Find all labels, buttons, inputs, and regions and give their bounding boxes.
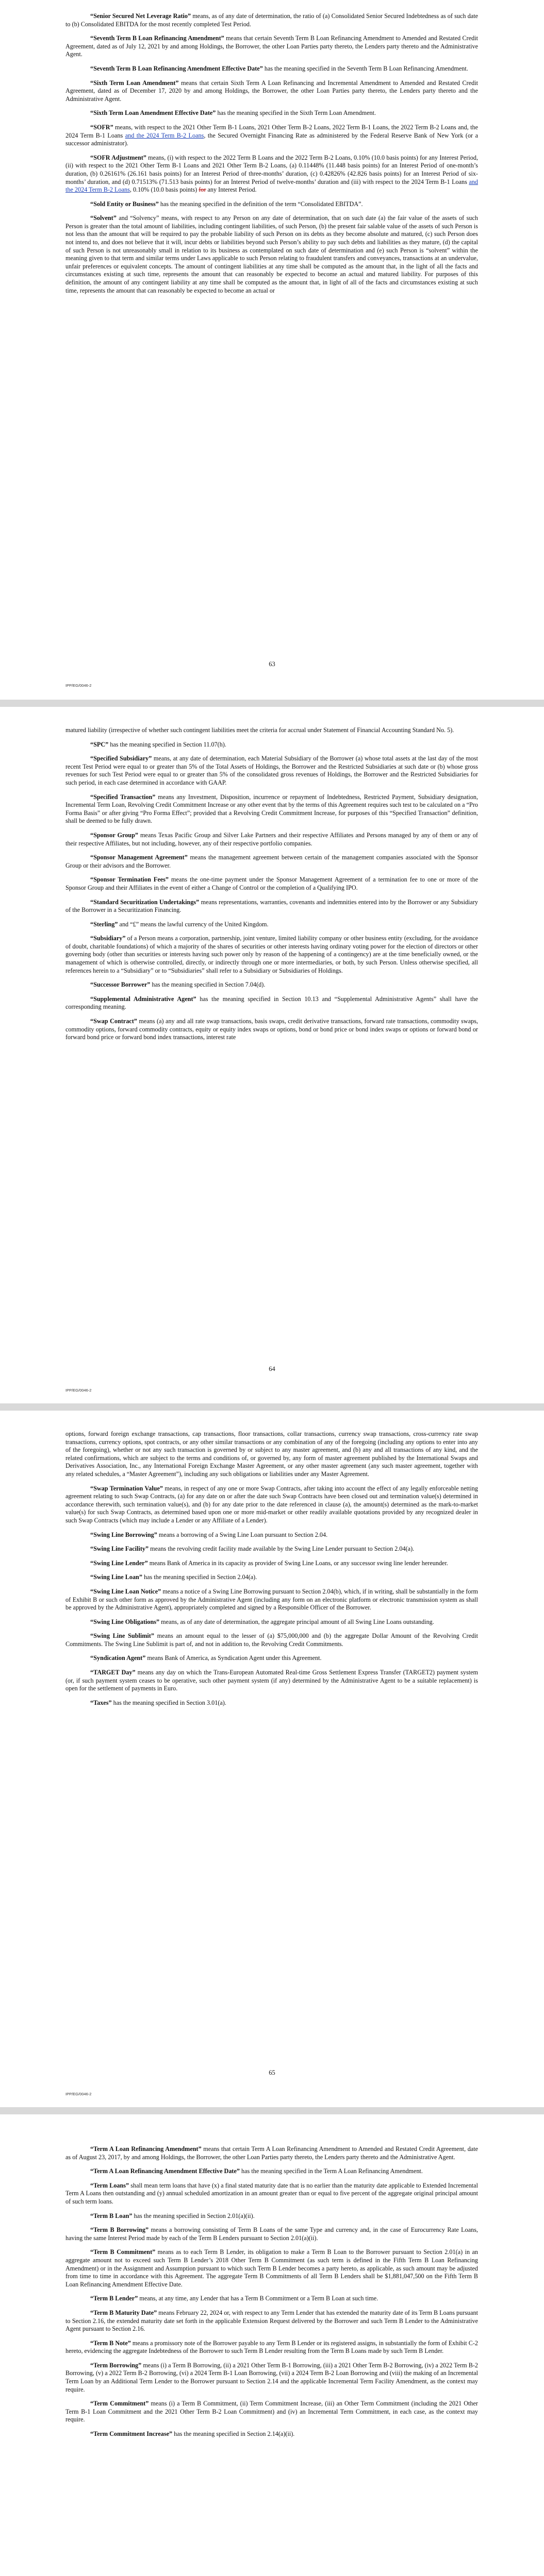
definition-paragraph (65, 793, 478, 825)
page-number: 63 (269, 660, 275, 668)
document-page-66 (0, 2114, 544, 2576)
definition-paragraph (65, 899, 478, 914)
defined-term: “Term B Note” (90, 2339, 131, 2347)
page-number: 65 (269, 2069, 275, 2076)
defined-term: “Sponsor Management Agreement” (90, 854, 188, 861)
inserted-text: and the 2024 Term B-2 Loans (125, 131, 204, 139)
defined-term: “Term B Maturity Date” (90, 2309, 157, 2316)
definition-text: means February 22, 2024 or, with respect to any Term Lender that has extended the maturity date of its Term B Loans pursuant to Section 2.16, the extended maturity date set forth in the applicable Extension Request delivered by the Borrower and such Term B Lender to the Administrative Agent pursuant to Section 2.16. (65, 2309, 479, 2333)
defined-term: “SOFR” (90, 123, 113, 131)
definition-text: , the Secured Overnight Financing Rate as administered by the Federal Reserve Bank of New York (or a successor administrator). (65, 131, 479, 147)
definition-paragraph (65, 741, 478, 749)
defined-term: “Sixth Term Loan Amendment” (90, 79, 179, 87)
definition-text: means, with respect to the 2021 Other Term B-1 Loans, 2021 Other Term B-2 Loans, 2022 Term B-1 Loans, the 2022 Term B-2 Loans and, the 2024 Term B-1 Loans (65, 123, 478, 139)
definition-paragraph (65, 1632, 478, 1648)
defined-term: “Term Borrowing” (90, 2361, 142, 2369)
definition-text: has the meaning specified in the Seventh Term B Loan Refinancing Amendment. (262, 64, 468, 72)
document-page-65 (0, 1411, 544, 2107)
definition-paragraph (65, 921, 478, 929)
page-separator (0, 2107, 544, 2114)
definition-paragraph (65, 2430, 478, 2438)
definition-text: means, in respect of any one or more Swap Contracts, after taking into account the effect of any legally enforceable netting agreement relating to such Swap Contracts, (a) for any date on or after the date such Swap Contracts have been closed out and termination value(s) determined in accordance therewith, such termination value(s), and (b) for any date prior to the date referenced in clause (a), the amount(s) determined as the mark-to-market value(s) for such Swap Contracts, as determined based upon one or more mid-market or other readily available quotations provided by any recognized dealer in such Swap Contracts (which may include a Lender or any Affiliate of a Lender). (65, 1484, 478, 1524)
definition-text: means representations, warranties, covenants and indemnities entered into by the Borrower or any Subsidiary of the Borrower in a Securitization Financing. (65, 898, 478, 914)
page-separator (0, 700, 544, 707)
definition-text: has the meaning specified in the Sixth Term Loan Amendment. (216, 109, 376, 117)
definition-paragraph (65, 200, 478, 209)
definition-paragraph (65, 1699, 478, 1707)
definition-text: means, at any date of determination, each Material Subsidiary of the Borrower (a) whose total assets at the last day of the most recent Test Period were equal to or greater than 5% of the Total Assets of Holdings, the Borrower and the Restricted Subsidiaries at such date or (b) whose gross revenues for such Test Period were equal to or greater than 5% of the consolidated gross revenues of Holdings, the Borrower and the Restricted Subsidiaries for such period, in each case determined in accordance with GAAP. (65, 755, 478, 786)
definition-text: means an amount equal to the lesser of (a) $75,000,000 and (b) the aggregate Dollar Amount of the Revolving Credit Commitments. The Swing Line Sublimit is part of, and not in addition to, the Revolving Credit Commitments. (65, 1632, 478, 1648)
defined-term: “Swing Line Borrowing” (90, 1531, 157, 1538)
defined-term: “Term B Lender” (90, 2295, 138, 2302)
definition-paragraph (65, 2295, 478, 2303)
definition-paragraph (65, 154, 478, 194)
page-65-body (65, 1430, 478, 1713)
deleted-text: for (199, 186, 206, 194)
defined-term: “Swing Line Facility” (90, 1545, 149, 1553)
definition-text: means, (i) with respect to the 2022 Term B Loans and the 2022 Term B-2 Loans, 0.10% (10.0 basis points) for any Interest Period, (ii) with respect to the 2021 Other Term B-1 Loans and 2021 Other Term B-2 Loans, (a) 0.11448% (11.448 basis points) for an Interest Period of one-month’s duration, (b) 0.26161% (26.161 basis points) for an Interest Period of three-months’ duration, (c) 0.42826% (42.826 basis points) for an Interest Period of six-months’ duration, and (d) 0.71513% (71.513 basis points) for an Interest Period of twelve-months’ duration and (iii) with respect to the 2024 Term B-1 Loans (65, 154, 478, 185)
defined-term: “Subsidiary” (90, 935, 126, 942)
definition-text: and “Solvency” means, with respect to any Person on any date of determination, that on such date (a) the fair value of the assets of such Person is greater than the total amount of liabilities, including contingent liabilities, of such Person, (b) the present fair salable value of the assets of such Person is not less than the amount that will be required to pay the probable liability of such Person on its debts as they become absolute and matured, (c) such Person does not intend to, and does not believe that it will, incur debts or liabilities beyond such Person’s ability to pay such debts and liabilities as they mature, (d) the capital of such Person is not unreasonably small in relation to its business as contemplated on such date of determination and (e) such Person is “solvent” within the meaning given to that term and similar terms under Laws applicable to such Person relating to fraudulent transfers and conveyances, transactions at an undervalue, unfair preferences or equivalent concepts. The amount of contingent liabilities at any time shall be computed as the amount that, in the light of all the facts and circumstances existing at such time, represents the amount that can reasonably be expected to become an actual and matured liability. For purposes of this definition, the amount of any contingent liability at any time shall be computed as the amount that, in light of all of the facts and circumstances existing at such time, represents the amount that can reasonably be expected to become an actual or (65, 214, 478, 294)
defined-term: “Sponsor Group” (90, 831, 138, 839)
definition-text: means that certain Term A Loan Refinancing Amendment to Amended and Restated Credit Agreement, date as of August 23, 2017, by and among Holdings, the Borrower, the other Loan Parties party thereto, the Lenders party thereto and the Administrative Agent. (65, 2145, 479, 2161)
defined-term: “Specified Transaction” (90, 793, 156, 801)
definition-paragraph (65, 755, 478, 787)
definition-text: any Interest Period. (206, 186, 257, 194)
definition-paragraph (65, 65, 478, 73)
definition-paragraph (65, 12, 478, 28)
defined-term: “Sixth Term Loan Amendment Effective Date” (90, 109, 216, 117)
definition-text: means a borrowing consisting of Term B Loans of the same Type and currency and, in the case of Eurocurrency Rate Loans, having the same Interest Period made by each of the Term B Lenders pursuant to Section 2.01(a)(ii). (65, 2226, 478, 2242)
continued-paragraph: options, forward foreign exchange transactions, cap transactions, floor transactions, collar transactions, currency swap transactions, cross-currency rate swap transactions, currency options, spot contracts, or any other similar transactions or any combination of any of the foregoing (including any options to enter into any of the foregoing), whether or not any such transaction is governed by or subject to any master agreement, and (b) any and all transactions of any kind, and the related confirmations, which are subject to the terms and conditions of, or governed by, any form of master agreement published by the International Swaps and Derivatives Association, Inc., any International Foreign Exchange Master Agreement, or any other master agreement (any such master agreement, together with any related schedules, a “Master Agreement”), including any such obligations or liabilities under any Master Agreement. (65, 1430, 478, 1478)
document-page-63 (0, 0, 544, 700)
definition-text: means, as of any date of determination, the ratio of (a) Consolidated Senior Secured Indebtedness as of such date to (b) Consolidated EBITDA for the most recently completed Test Period. (65, 12, 478, 28)
definition-paragraph (65, 2248, 478, 2289)
definition-paragraph (65, 854, 478, 870)
defined-term: “Term A Loan Refinancing Amendment Effective Date” (90, 2167, 240, 2175)
definition-paragraph (65, 1560, 478, 1568)
defined-term: “Term B Loan” (90, 2212, 133, 2219)
page-number: 64 (269, 1365, 275, 1372)
definition-paragraph (65, 981, 478, 989)
definition-paragraph (65, 2309, 478, 2333)
definition-paragraph (65, 1485, 478, 1525)
page-separator (0, 1403, 544, 1411)
document-id: IPP/EG/0046-2 (65, 683, 92, 688)
definition-text: means (a) any and all rate swap transactions, basis swaps, credit derivative transactions, forward rate transactions, commodity swaps, commodity options, forward commodity contracts, equity or equity index swaps or options, bond or bond price or bond index swaps or options or forward bond or forward bond price or forward bond index transactions, interest rate (65, 1018, 479, 1041)
defined-term: “Swing Line Loan” (90, 1573, 142, 1581)
definition-text: means Bank of America, as Syndication Agent under this Agreement. (145, 1654, 322, 1662)
defined-term: “Term B Commitment” (90, 2248, 156, 2256)
page-63-body (65, 12, 478, 301)
document-id: IPP/EG/0046-2 (65, 1388, 92, 1393)
definition-paragraph (65, 935, 478, 975)
definition-paragraph (65, 1669, 478, 1693)
definition-paragraph (65, 2362, 478, 2394)
definition-text: means, at any time, any Lender that has a Term B Commitment or a Term B Loan at such time. (138, 2295, 378, 2302)
definition-text: and “£” means the lawful currency of the United Kingdom. (118, 920, 269, 928)
definition-text: means Bank of America in its capacity as provider of Swing Line Loans, or any successor swing line lender hereunder. (147, 1559, 448, 1567)
definition-paragraph (65, 2212, 478, 2221)
defined-term: “Sterling” (90, 920, 118, 928)
definition-paragraph (65, 1545, 478, 1553)
defined-term: “Swap Contract” (90, 1018, 137, 1025)
defined-term: “Solvent” (90, 214, 117, 222)
definition-text: means, as of any date of determination, the aggregate principal amount of all Swing Line Loans outstanding. (159, 1618, 434, 1625)
definition-paragraph (65, 1654, 478, 1663)
definition-text: means that certain Sixth Term A Loan Refinancing and Incremental Amendment to Amended and Restated Credit Agreement, dated as of December 17, 2020 by and among Holdings, the Borrower, the other Loan Parties party thereto, the Lenders party thereto and the Administrative Agent. (65, 79, 478, 103)
definition-paragraph (65, 1588, 478, 1612)
defined-term: “Term A Loan Refinancing Amendment” (90, 2145, 202, 2153)
definition-text: means the management agreement between certain of the management companies associated with the Sponsor Group or their advisors and the Borrower. (65, 854, 478, 869)
inserted-text: and the 2024 Term B-2 Loans (65, 178, 478, 194)
defined-term: “Term Loans” (90, 2181, 129, 2189)
definition-text: , 0.10% (10.0 basis points) (129, 186, 199, 194)
definition-paragraph (65, 1018, 478, 1042)
defined-term: “Swing Line Loan Notice” (90, 1587, 161, 1595)
defined-term: “Sponsor Termination Fees” (90, 876, 169, 884)
definition-paragraph (65, 832, 478, 848)
defined-term: “Successor Borrower” (90, 981, 151, 989)
definition-text: has the meaning specified in Section 2.14(a)(ii). (172, 2430, 295, 2438)
defined-term: “Specified Subsidiary” (90, 755, 152, 762)
defined-term: “Swap Termination Value” (90, 1484, 163, 1492)
definition-text: means (i) a Term B Borrowing, (ii) a 2021 Other Term B-1 Borrowing, (iii) a 2021 Other Term B-2 Borrowing, (iv) a 2022 Term B-2 Borrowing, (v) a 2022 Term B-2 Borrowing, (vi) a 2024 Term B-1 Loan Borrowing, (vii) a 2024 Term B-2 Loan Borrowing and (viii) the making of an Incremental Term Loan by an Additional Term Lender to the Borrower pursuant to Section 2.14 and the applicable Incremental Term Facility Amendment, as the context may require. (65, 2361, 478, 2393)
definition-text: has the meaning specified in Section 2.01(a)(ii). (132, 2212, 255, 2219)
definition-text: means a notice of a Swing Line Borrowing pursuant to Section 2.04(b), which, if in writing, shall be substantially in the form of Exhibit B or such other form as approved by the Administrative Agent (including any form on an electronic platform or electronic transmission system as shall be approved by the Administrative Agent), appropriately completed and signed by a Responsible Officer of the Borrower. (65, 1587, 478, 1612)
definition-paragraph (65, 124, 478, 148)
page-66-body (65, 2145, 478, 2445)
definition-text: means a promissory note of the Borrower payable to any Term B Lender or its registered assigns, in substantially the form of Exhibit C-2 hereto, evidencing the aggregate Indebtedness of the Borrower to such Term B Lender resulting from the Term B Loans made by such Term B Lender. (65, 2339, 478, 2355)
definition-paragraph (65, 2167, 478, 2176)
defined-term: “SOFR Adjustment” (90, 154, 146, 161)
definition-text: has the meaning specified in the Term A Loan Refinancing Amendment. (240, 2167, 423, 2175)
definition-paragraph (65, 995, 478, 1011)
definition-paragraph (65, 2400, 478, 2424)
definition-paragraph (65, 1573, 478, 1582)
defined-term: “Standard Securitization Undertakings” (90, 898, 200, 906)
document-id: IPP/EG/0046-2 (65, 2092, 92, 2096)
definition-paragraph (65, 2145, 478, 2161)
definition-text: has the meaning specified in Section 11.07(h). (108, 740, 226, 748)
definition-text: means the revolving credit facility made available by the Swing Line Lender pursuant to Section 2.04(a). (149, 1545, 415, 1553)
defined-term: “Swing Line Obligations” (90, 1618, 160, 1625)
definition-text: shall mean term loans that have (x) a final stated maturity date that is no earlier than the maturity date applicable to Extended Incremental Term A Loans then outstanding and (y) annual scheduled amortization in an amount greater than or equal to five percent of the aggregate original principal amount of such term loans. (65, 2181, 478, 2205)
definition-text: of a Person means a corporation, partnership, joint venture, limited liability company or other business entity (excluding, for the avoidance of doubt, charitable foundations) of which a majority of the shares of securities or other interests having ordinary voting power for the election of directors or other governing body (other than securities or interests having such power only by reason of the happening of a contingency) are at the time beneficially owned, or the management of which is otherwise controlled, directly, or indirectly through one or more intermediaries, or both, by such Person. Unless otherwise specified, all references herein to a “Subsidiary” or to “Subsidiaries” shall refer to a Subsidiary or Subsidiaries of Holdings. (65, 935, 478, 974)
definition-text: has the meaning specified in the definition of the term “Consolidated EBITDA”. (158, 200, 363, 208)
definition-paragraph (65, 1531, 478, 1539)
definition-paragraph (65, 79, 478, 104)
definition-text: has the meaning specified in Section 2.04(a). (142, 1573, 257, 1581)
definition-text: means any Investment, Disposition, incurrence or repayment of Indebtedness, Restricted Payment, Subsidiary designation, Incremental Term Loan, Revolving Credit Commitment Increase or any other event that by the terms of this Agreement requires such test to be calculated on a “Pro Forma Basis” or after giving “Pro Forma Effect”; provided that a Revolving Credit Commitment Increase, for purposes of this “Specified Transaction” definition, shall be deemed to be fully drawn. (65, 793, 479, 825)
definition-text: means (i) a Term B Commitment, (ii) Term Commitment Increase, (iii) an Other Term Commitment (including the 2021 Other Term B-1 Loan Commitment and the 2021 Other Term B-2 Loan Commitment) and (iv) an Incremental Term Commitment, in each case, as the context may require. (65, 2400, 478, 2424)
definition-text: means Texas Pacific Group and Silver Lake Partners and their respective Affiliates and Persons managed by any of them or any of their respective Affiliates, but not including, however, any of their respective portfolio companies. (65, 831, 478, 847)
defined-term: “TARGET Day” (90, 1669, 136, 1676)
definition-paragraph (65, 2226, 478, 2242)
defined-term: “Swing Line Sublimit” (90, 1632, 154, 1640)
defined-term: “Term B Borrowing” (90, 2226, 149, 2234)
document-page-64 (0, 707, 544, 1403)
continued-paragraph: matured liability (irrespective of whether such contingent liabilities meet the criteria for accrual under Statement of Financial Accounting Standard No. 5). (65, 726, 454, 734)
defined-term: “SPC” (90, 740, 109, 748)
definition-text: means the one-time payment under the Sponsor Management Agreement of a termination fee to one or more of the Sponsor Group and their Affiliates in the event of either a Change of Control or the completion of a Qualifying IPO. (65, 876, 478, 891)
defined-term: “Swing Line Lender” (90, 1559, 148, 1567)
definition-paragraph (65, 214, 478, 295)
defined-term: “Term Commitment Increase” (90, 2430, 173, 2438)
definition-text: means that certain Seventh Term B Loan Refinancing Amendment to Amended and Restated Credit Agreement, dated as of July 12, 2021 by and among Holdings, the Borrower, the other Loan Parties party thereto, the Lenders party thereto and the Administrative Agent. (65, 35, 478, 58)
defined-term: “Taxes” (90, 1699, 112, 1706)
defined-term: “Sold Entity or Business” (90, 200, 159, 208)
definition-paragraph (65, 876, 478, 892)
definition-paragraph (65, 2340, 478, 2355)
definition-text: has the meaning specified in Section 7.04(d). (150, 981, 266, 989)
definition-text: means any day on which the Trans-European Automated Real-time Gross Settlement Express Transfer (TARGET2) payment system (or, if such payment system ceases to be operative, such other payment system (if any) determined by the Administrative Agent to be a suitable replacement) is open for the settlement of payments in Euro. (65, 1669, 478, 1692)
definition-paragraph (65, 1618, 478, 1626)
page-64-body (65, 726, 478, 1048)
definition-text: means a borrowing of a Swing Line Loan pursuant to Section 2.04. (157, 1531, 328, 1538)
defined-term: “Syndication Agent” (90, 1654, 146, 1662)
definition-text: has the meaning specified in Section 3.01(a). (111, 1699, 226, 1706)
definition-paragraph (65, 35, 478, 59)
defined-term: “Term Commitment” (90, 2400, 149, 2408)
definition-paragraph (65, 2182, 478, 2206)
definition-paragraph (65, 109, 478, 117)
defined-term: “Seventh Term B Loan Refinancing Amendment” (90, 35, 224, 42)
defined-term: “Supplemental Administrative Agent” (90, 995, 196, 1003)
definition-text: means as to each Term B Lender, its obligation to make a Term B Loan to the Borrower pursuant to Section 2.01(a) in an aggregate amount not to exceed such Term B Lender’s 2018 Other Term B Commitment (as such term is defined in the Fifth Term B Loan Refinancing Amendment) or in the Assignment and Assumption pursuant to which such Term B Lender becomes a party hereto, as applicable, as such amount may be adjusted from time to time in accordance with this Agreement. The aggregate Term B Commitments of all Term B Lenders shall be $1,881,047,500 on the Fifth Term B Loan Refinancing Amendment Effective Date. (65, 2248, 478, 2288)
defined-term: “Senior Secured Net Leverage Ratio” (90, 12, 191, 20)
defined-term: “Seventh Term B Loan Refinancing Amendment Effective Date” (90, 64, 263, 72)
definition-text: has the meaning specified in Section 10.13 and “Supplemental Administrative Agents” shall have the corresponding meaning. (65, 995, 478, 1011)
